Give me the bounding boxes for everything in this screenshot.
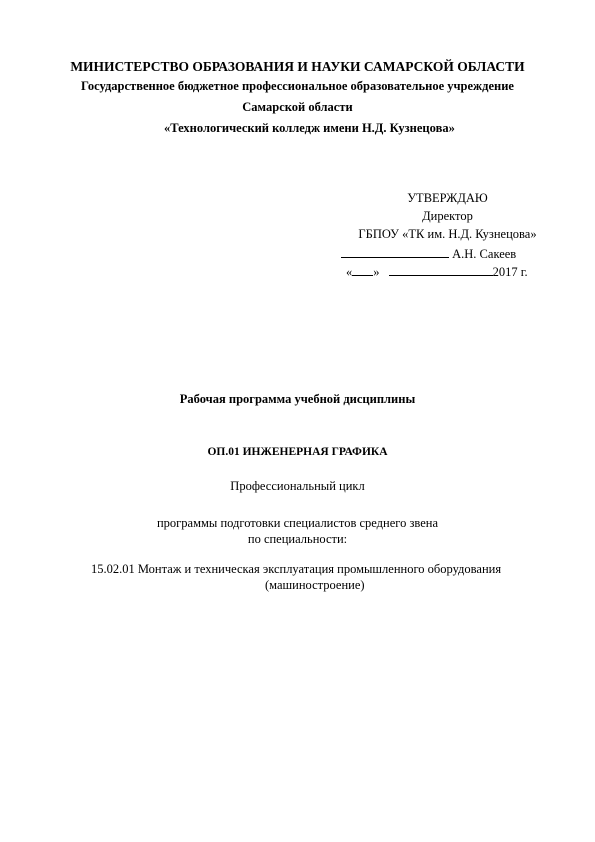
- approval-year: 2017 г.: [492, 265, 528, 279]
- signatory-name: А.Н. Сакеев: [452, 247, 517, 261]
- approval-date: [346, 264, 528, 279]
- date-close-quote: »: [373, 265, 380, 279]
- program-line2: по специальности:: [247, 532, 348, 546]
- institution-heading-line2: Самарской области: [242, 100, 353, 114]
- specialty-line2: (машиностроение): [265, 578, 365, 592]
- program-line1: программы подготовки специалистов среднего звена: [156, 516, 439, 530]
- institution-heading-line1: Государственное бюджетное профессиональное образовательное учреждение: [81, 79, 514, 93]
- approval-position: Директор: [422, 209, 473, 223]
- ministry-heading: МИНИСТЕРСТВО ОБРАЗОВАНИЯ И НАУКИ САМАРСКОЙ ОБЛАСТИ: [70, 59, 525, 74]
- discipline-title: ОП.01 ИНЖЕНЕРНАЯ ГРАФИКА: [207, 446, 388, 458]
- approval-title: УТВЕРЖДАЮ: [407, 191, 488, 205]
- college-name: «Технологический колледж имени Н.Д. Кузнецова»: [164, 121, 455, 135]
- month-blank: [389, 264, 493, 276]
- document-title: Рабочая программа учебной дисциплины: [179, 392, 416, 406]
- day-blank: [352, 264, 373, 276]
- signature-line: [341, 246, 516, 261]
- specialty-line1: 15.02.01 Монтаж и техническая эксплуатация промышленного оборудования: [91, 562, 502, 576]
- approval-organization: ГБПОУ «ТК им. Н.Д. Кузнецова»: [358, 227, 537, 241]
- signature-blank: [341, 246, 449, 258]
- date-open-quote: «: [346, 265, 353, 279]
- cycle-label: Профессиональный цикл: [230, 479, 365, 493]
